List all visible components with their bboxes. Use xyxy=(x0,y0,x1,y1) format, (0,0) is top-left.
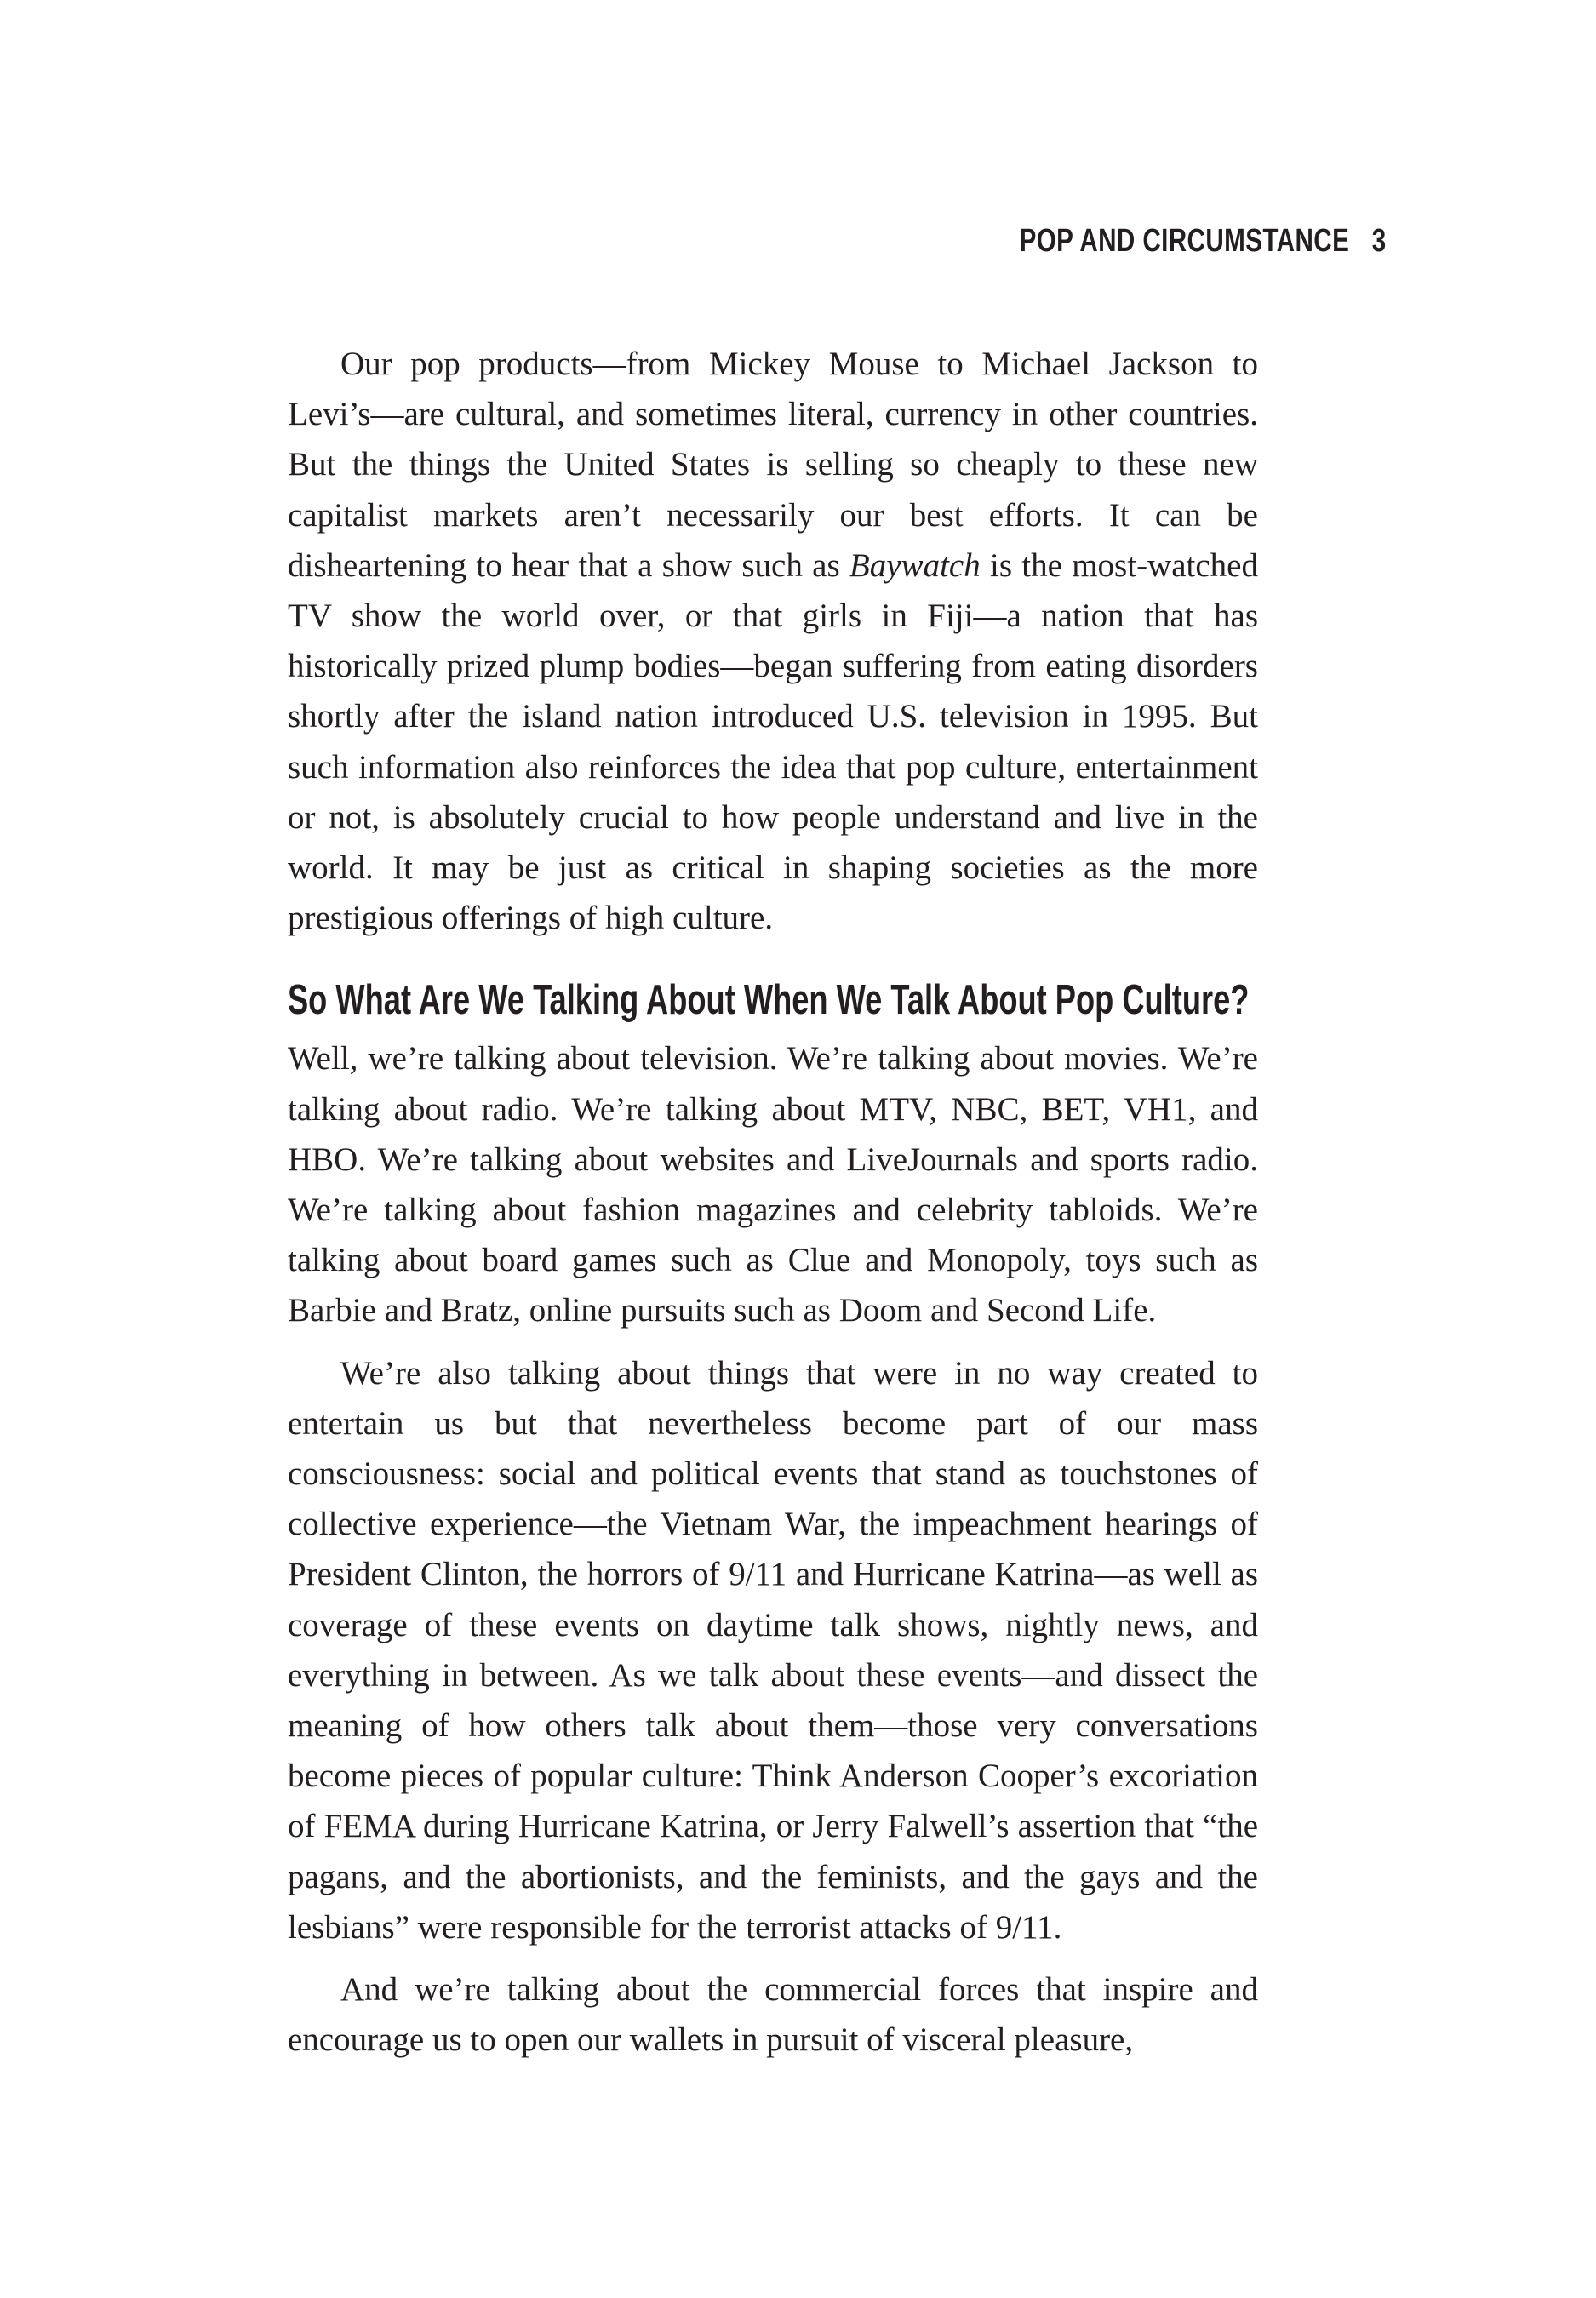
body-paragraph-2: Well, we’re talking about television. We’re talking about movies. We’re talking about radio. We’re talking about MTV, NBC, BET, VH1, and HBO. We’re talking about websites and LiveJournals and sports radio. We’re talking about fashion magazines and celebrity tabloids. We’re talking about board games such as Clue and Monopoly, toys such as Barbie and Bratz, online pursuits such as Doom and Second Life. xyxy=(288,1040,1258,1329)
body-paragraph-4: And we’re talking about the commercial forces that inspire and encourage us to open our wallets in pursuit of visceral pleasure, xyxy=(288,1971,1258,2059)
section-heading: So What Are We Talking About When We Talk About Pop Culture? xyxy=(288,977,1250,1024)
body-paragraph-1 xyxy=(288,339,1258,943)
page-body xyxy=(288,339,1258,2066)
running-head xyxy=(1020,223,1387,260)
running-head-title: POP AND CIRCUMSTANCE xyxy=(1019,223,1350,259)
paragraph-1-text-b: is the most-watched TV show the world over, or that girls in Fiji—a nation that has historically prized plump bodies—began suffering from eating disorders shortly after the island nation introduced U.S. television in 1995. But such information also reinforces the idea that pop culture, entertainment or not, is absolutely crucial to how people understand and live in the world. It may be just as critical in shaping societies as the more prestigious offerings of high culture. xyxy=(288,546,1258,937)
show-title-italic: Baywatch xyxy=(849,546,981,584)
body-paragraph-3: We’re also talking about things that were in no way created to entertain us but that nevertheless become part of our mass consciousness: social and political events that stand as touchstones of collective experience—the Vietnam War, the impeachment hearings of President Clinton, the horrors of 9/11 and Hurricane Katrina—as well as coverage of these events on daytime talk shows, nightly news, and everything in between. As we talk about these events—and dissect the meaning of how others talk about them—those very conversations become pieces of popular culture: Think Anderson Cooper’s excoriation of FEMA during Hurricane Katrina, or Jerry Falwell’s assertion that “the pagans, and the abortionists, and the feminists, and the gays and the lesbians” were responsible for the terrorist attacks of 9/11. xyxy=(288,1354,1258,1946)
page-number: 3 xyxy=(1372,223,1387,259)
paragraph-1-text-a: Our pop products—from Mickey Mouse to Michael Jackson to Levi’s—are cultural, and sometimes literal, currency in other countries. But the things the United States is selling so cheaply to these new capitalist markets aren’t necessarily our best efforts. It can be disheartening to hear that a show such as xyxy=(288,346,1258,584)
